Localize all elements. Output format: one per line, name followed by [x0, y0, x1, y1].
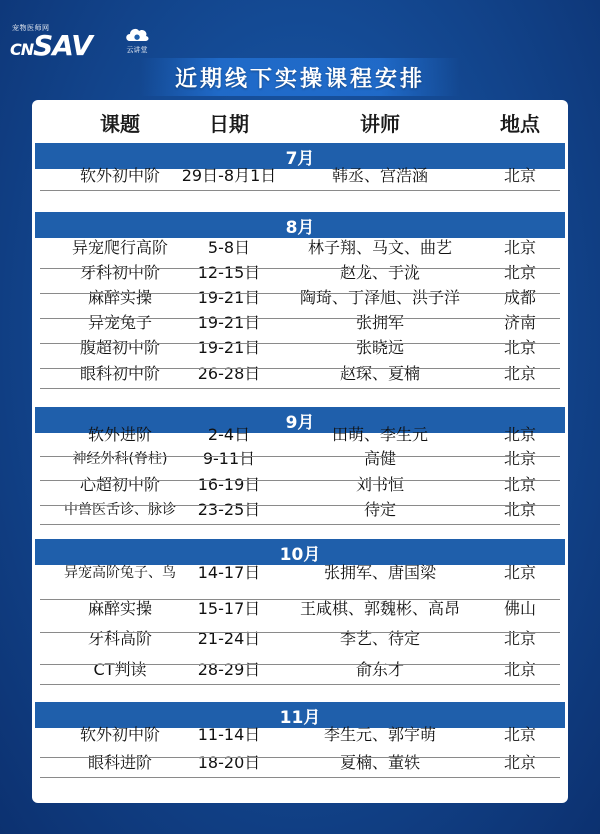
course-date: 11-14日	[197, 725, 261, 744]
course-teacher: 高健	[363, 449, 397, 468]
course-topic: 麻醉实操	[87, 599, 153, 618]
header-date: 日期	[209, 112, 249, 136]
course-date: 16-19日	[197, 475, 261, 494]
course-place: 成都	[503, 288, 537, 307]
cloud-icon	[124, 26, 150, 42]
logo-site-name: 宠物医师网	[12, 24, 50, 32]
course-teacher: 张拥军、唐国梁	[323, 563, 437, 582]
course-place: 北京	[503, 364, 537, 383]
month-header: 10月	[35, 539, 565, 565]
schedule-panel	[32, 100, 568, 803]
course-topic: 神经外科(脊柱)	[72, 451, 168, 467]
page-title: 近期线下实操课程安排	[140, 58, 460, 96]
table-header	[32, 100, 568, 142]
logo	[10, 24, 92, 64]
course-teacher: 韩丞、宫浩涵	[331, 166, 429, 185]
row-divider	[40, 318, 560, 319]
course-teacher: 田萌、李生元	[331, 425, 429, 444]
course-topic: 腹超初中阶	[79, 338, 161, 357]
course-date: 28-29日	[197, 660, 261, 679]
svg-text:●: ●	[133, 33, 141, 41]
course-topic: 牙科初中阶	[79, 263, 161, 282]
course-place: 北京	[503, 166, 537, 185]
course-place: 北京	[503, 238, 537, 257]
header-teacher: 讲师	[360, 112, 400, 136]
course-teacher: 张拥军	[355, 313, 405, 332]
course-date: 9-11日	[202, 449, 256, 468]
course-teacher: 俞东才	[355, 660, 405, 679]
logo-wordmark: CNSAV	[10, 29, 92, 62]
course-topic: 软外初中阶	[79, 166, 161, 185]
row-divider	[40, 268, 560, 269]
row-divider	[40, 388, 560, 389]
course-date: 21-24日	[197, 629, 261, 648]
course-date: 18-20日	[197, 753, 261, 772]
row-divider	[40, 505, 560, 506]
course-date: 2-4日	[207, 425, 251, 444]
month-header: 9月	[35, 407, 565, 433]
row-divider	[40, 524, 560, 525]
course-date: 14-17日	[197, 563, 261, 582]
course-place: 济南	[503, 313, 537, 332]
course-place: 北京	[503, 475, 537, 494]
course-teacher: 赵龙、于泷	[339, 263, 421, 282]
course-place: 北京	[503, 753, 537, 772]
month-header: 8月	[35, 212, 565, 238]
course-teacher: 李艺、待定	[339, 629, 421, 648]
course-teacher: 刘书恒	[355, 475, 405, 494]
course-date: 12-15日	[197, 263, 261, 282]
course-date: 5-8日	[207, 238, 251, 257]
row-divider	[40, 368, 560, 369]
course-date: 23-25日	[197, 500, 261, 519]
course-topic: 中兽医舌诊、脉诊	[64, 502, 176, 518]
course-topic: 麻醉实操	[87, 288, 153, 307]
cloud-text: 云讲堂	[126, 46, 148, 54]
course-topic: 眼科进阶	[87, 753, 153, 772]
row-divider	[40, 456, 560, 457]
row-divider	[40, 757, 560, 758]
course-topic: 牙科高阶	[87, 629, 153, 648]
course-topic: 软外初中阶	[79, 725, 161, 744]
course-topic: 异宠兔子	[87, 313, 153, 332]
row-divider	[40, 684, 560, 685]
course-date: 15-17日	[197, 599, 261, 618]
course-date: 29日-8月1日	[181, 166, 277, 185]
course-date: 26-28日	[197, 364, 261, 383]
row-divider	[40, 480, 560, 481]
course-teacher: 待定	[363, 500, 397, 519]
month-header: 7月	[35, 143, 565, 169]
row-divider	[40, 343, 560, 344]
course-place: 北京	[503, 660, 537, 679]
course-date: 19-21日	[197, 338, 261, 357]
course-teacher: 赵琛、夏楠	[339, 364, 421, 383]
course-topic: 异宠爬行高阶	[71, 238, 169, 257]
course-place: 北京	[503, 338, 537, 357]
course-teacher: 陶琦、丁泽旭、洪子洋	[299, 288, 461, 307]
course-teacher: 王咸棋、郭魏彬、高昂	[299, 599, 461, 618]
course-teacher: 张晓远	[355, 338, 405, 357]
course-teacher: 李生元、郭宇萌	[323, 725, 437, 744]
cloud-classroom-logo	[120, 26, 154, 55]
course-date: 19-21日	[197, 288, 261, 307]
course-topic: 异宠高阶兔子、鸟	[64, 565, 176, 581]
course-topic: 眼科初中阶	[79, 364, 161, 383]
row-divider	[40, 190, 560, 191]
course-place: 北京	[503, 449, 537, 468]
course-topic: CT判读	[93, 660, 147, 679]
course-place: 北京	[503, 629, 537, 648]
row-divider	[40, 632, 560, 633]
course-place: 北京	[503, 500, 537, 519]
course-place: 北京	[503, 725, 537, 744]
month-header: 11月	[35, 702, 565, 728]
course-place: 北京	[503, 563, 537, 582]
course-place: 北京	[503, 425, 537, 444]
row-divider	[40, 293, 560, 294]
header-topic: 课题	[100, 112, 140, 136]
course-place: 北京	[503, 263, 537, 282]
header-place: 地点	[500, 112, 540, 136]
course-teacher: 林子翔、马文、曲艺	[307, 238, 453, 257]
course-topic: 心超初中阶	[79, 475, 161, 494]
course-teacher: 夏楠、董轶	[339, 753, 421, 772]
row-divider	[40, 664, 560, 665]
course-place: 佛山	[503, 599, 537, 618]
row-divider	[40, 777, 560, 778]
course-date: 19-21日	[197, 313, 261, 332]
course-topic: 软外进阶	[87, 425, 153, 444]
row-divider	[40, 599, 560, 600]
